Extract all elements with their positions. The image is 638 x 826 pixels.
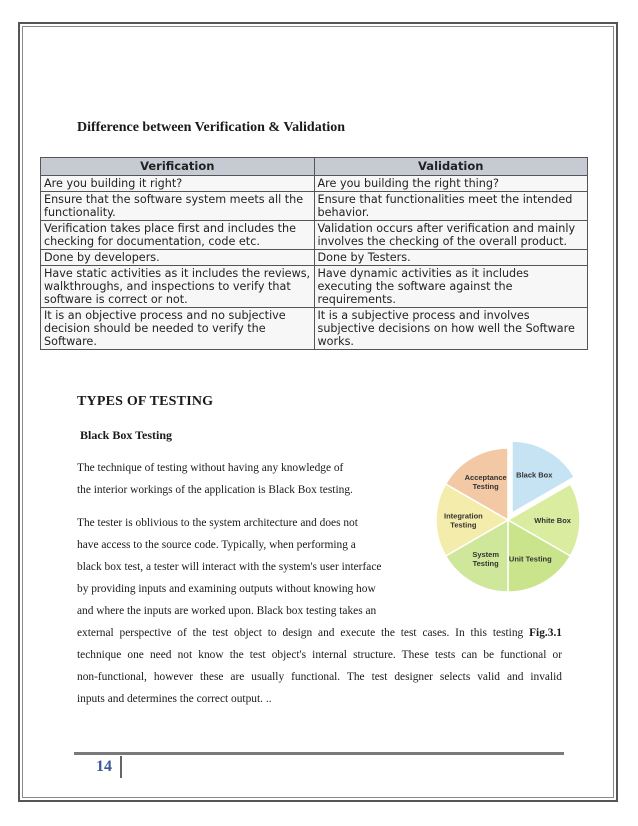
table-row <box>41 266 588 308</box>
diagram-segment-label: Unit Testing <box>508 554 552 564</box>
text-line: technique one need not know the test object's internal structure. These tests can be functional or <box>77 649 562 661</box>
paragraph-description <box>77 512 412 622</box>
diagram-segment-label: Testing <box>472 559 499 569</box>
page-number: 14 <box>96 756 122 778</box>
table-row <box>41 192 588 221</box>
footer-rule <box>74 752 564 755</box>
table-cell: Done by Testers. <box>314 250 588 266</box>
text-line: by providing inputs and examining outputs without knowing how <box>77 583 376 595</box>
table-row <box>41 176 588 192</box>
text-line: and where the inputs are worked upon. Black box testing takes an <box>77 605 377 617</box>
text-line: have access to the source code. Typically, when performing a <box>77 539 356 551</box>
text-fragment: external perspective of the test object to design and execute the test cases. In this testing <box>77 627 524 639</box>
diagram-segment-label: System <box>472 550 500 560</box>
table-cell: Are you building the right thing? <box>314 176 588 192</box>
text-line <box>77 622 562 644</box>
table-row <box>41 308 588 350</box>
heading-types-of-testing: TYPES OF TESTING <box>77 394 214 409</box>
diagram-segment-label: Acceptance <box>464 472 507 482</box>
paragraph-continuation <box>77 622 562 710</box>
table-cell: Done by developers. <box>41 250 315 266</box>
text-line: black box test, a tester will interact with the system's user interface <box>77 561 382 573</box>
table-row <box>41 250 588 266</box>
text-line: non-functional, however these are usually functional. The test designer selects valid and invalid <box>77 671 562 683</box>
heading-black-box-testing: Black Box Testing <box>80 428 173 442</box>
comparison-table <box>40 157 588 350</box>
column-header-verification: Verification <box>41 158 315 176</box>
text-line: inputs and determines the correct output. .. <box>77 693 272 705</box>
table-header-row <box>41 158 588 176</box>
paragraph-definition <box>77 457 407 501</box>
table-cell: Are you building it right? <box>41 176 315 192</box>
table-row <box>41 221 588 250</box>
heading-verification-validation: Difference between Verification & Validation <box>77 120 346 135</box>
diagram-segment-label: Black Box <box>516 470 553 480</box>
text-line: the interior workings of the application is Black Box testing. <box>77 484 353 496</box>
table-cell: Have static activities as it includes the reviews, walkthroughs, and inspections to verify that software is correct or not. <box>41 266 315 308</box>
table-cell: Verification takes place first and includes the checking for documentation, code etc. <box>41 221 315 250</box>
diagram-segment-label: Testing <box>472 481 499 491</box>
table-cell: Have dynamic activities as it includes executing the software against the requirements. <box>314 266 588 308</box>
table-cell: Ensure that functionalities meet the intended behavior. <box>314 192 588 221</box>
testing-types-diagram <box>424 428 608 608</box>
diagram-segment-label: Integration <box>443 511 483 521</box>
table-cell: It is an objective process and no subjective decision should be needed to verify the Software. <box>41 308 315 350</box>
text-line: The technique of testing without having any knowledge of <box>77 462 344 474</box>
testing-types-pie <box>424 428 608 608</box>
diagram-segment-label: White Box <box>534 516 571 525</box>
table-cell: It is a subjective process and involves subjective decisions on how well the Software works. <box>314 308 588 350</box>
column-header-validation: Validation <box>314 158 588 176</box>
text-line: The tester is oblivious to the system architecture and does not <box>77 517 358 529</box>
table-cell: Validation occurs after verification and mainly involves the checking of the overall product. <box>314 221 588 250</box>
diagram-segment-label: Testing <box>450 520 477 530</box>
figure-reference: Fig.3.1 <box>529 627 562 639</box>
table-cell: Ensure that the software system meets all the functionality. <box>41 192 315 221</box>
